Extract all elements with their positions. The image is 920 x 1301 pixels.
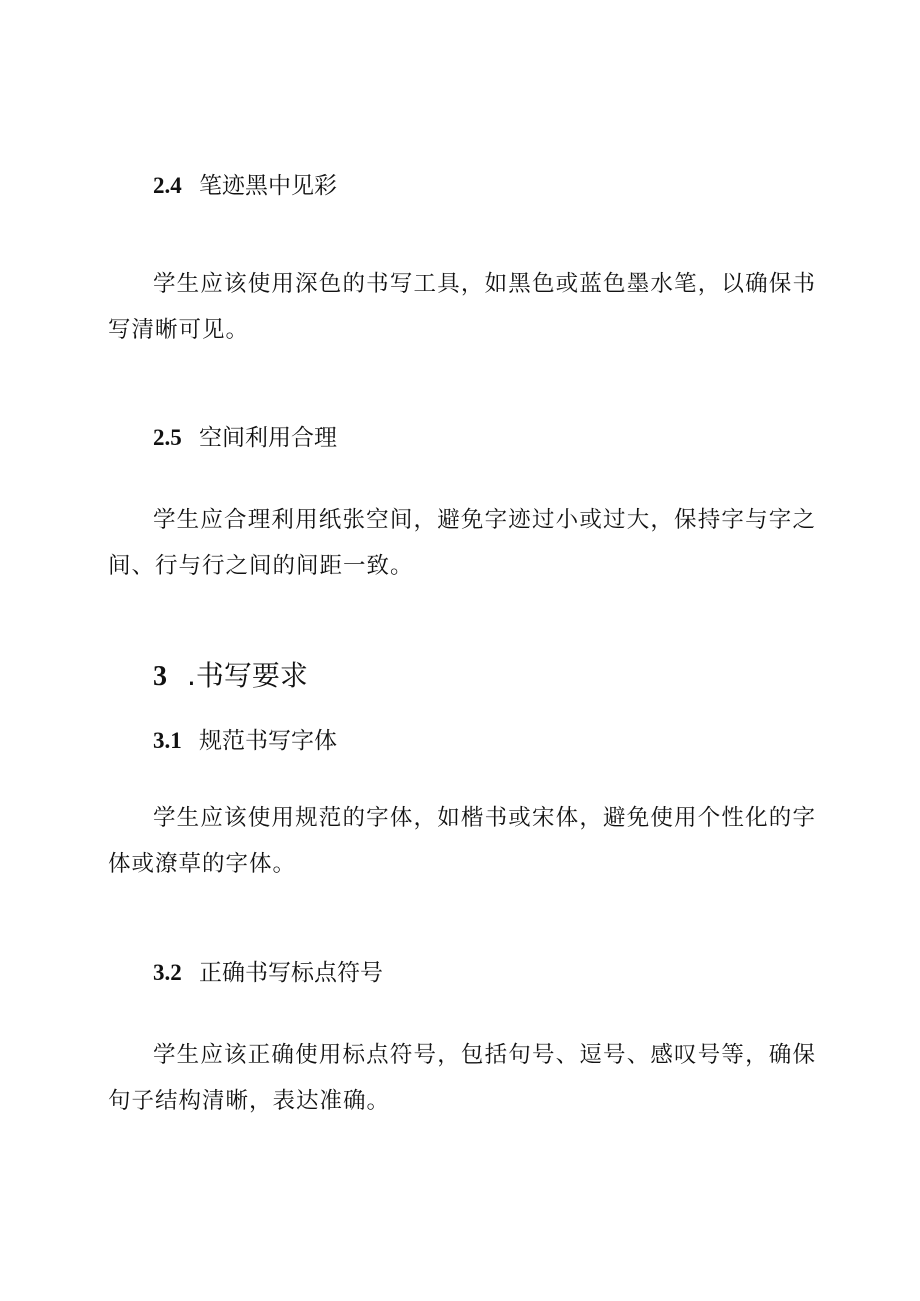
section-title: 笔迹黑中见彩	[199, 173, 337, 199]
section-number: 2.4	[153, 173, 182, 198]
section-heading-3-1	[153, 726, 337, 756]
section-number: 3.2	[153, 960, 182, 985]
chapter-number: 3	[153, 661, 167, 692]
section-body-2-5: 学生应合理利用纸张空间，避免字迹过小或过大，保持字与字之间、行与行之间的间距一致。	[108, 507, 816, 579]
section-title: 正确书写标点符号	[199, 960, 383, 986]
section-heading-2-5	[153, 423, 337, 453]
section-heading-2-4	[153, 171, 337, 201]
section-number: 2.5	[153, 425, 182, 450]
chapter-title: .书写要求	[187, 659, 308, 692]
chapter-heading-3	[153, 658, 308, 695]
section-body-3-2: 学生应该正确使用标点符号，包括句号、逗号、感叹号等，确保句子结构清晰，表达准确。	[108, 1042, 816, 1114]
section-body-2-4: 学生应该使用深色的书写工具，如黑色或蓝色墨水笔，以确保书写清晰可见。	[108, 271, 816, 343]
section-number: 3.1	[153, 728, 182, 753]
section-heading-3-2	[153, 958, 383, 988]
section-title: 规范书写字体	[199, 728, 337, 754]
section-title: 空间利用合理	[199, 425, 337, 451]
section-body-3-1: 学生应该使用规范的字体，如楷书或宋体，避免使用个性化的字体或潦草的字体。	[108, 805, 816, 877]
